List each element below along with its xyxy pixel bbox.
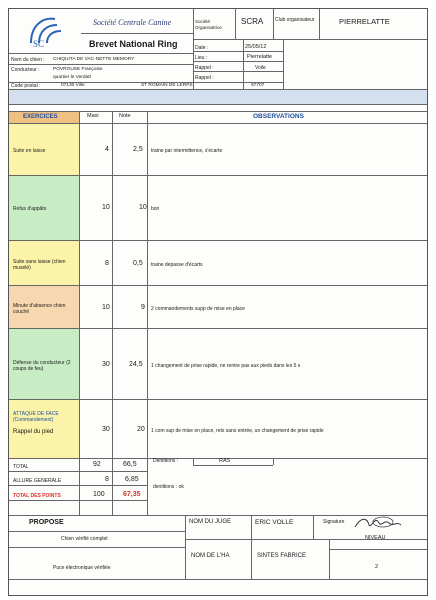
conducteur-value: POVROUSE Françoise bbox=[53, 67, 103, 72]
points-label: TOTAL DES POINTS bbox=[13, 493, 61, 499]
lieu-label: Lieu : bbox=[195, 55, 208, 61]
dentitions-value: RAS bbox=[219, 458, 231, 464]
observation-4: 2 commandements supp de mise en place bbox=[151, 306, 245, 312]
club-label: Club organisateur bbox=[275, 17, 315, 23]
dentitions-label: Dentitions : bbox=[153, 458, 179, 464]
total-label: TOTAL bbox=[13, 464, 29, 470]
societe-value: SCRA bbox=[241, 17, 264, 26]
note-1: 2,5 bbox=[133, 146, 143, 153]
chien-label: Nom du chien : bbox=[11, 57, 45, 63]
dentitions2-value: dentitions : ok bbox=[153, 484, 184, 490]
exercice-4: Minute d'absence chien couché bbox=[13, 303, 66, 315]
maxi-5: 30 bbox=[102, 361, 110, 368]
exercice-2: Refus d'appâts bbox=[13, 206, 47, 212]
date-label: Date : bbox=[195, 45, 209, 51]
form-title: Brevet National Ring bbox=[89, 39, 178, 49]
ville-value: ST ROMAIN DE LERPS bbox=[141, 83, 193, 88]
exercice-1: Suite en laisse bbox=[13, 148, 46, 154]
juge-label: NOM DU JUGE bbox=[189, 519, 231, 525]
col-maxi: Maxi bbox=[87, 113, 99, 119]
exercice-6-sub: Rappel du pied bbox=[13, 429, 54, 435]
allure-maxi: 8 bbox=[105, 476, 109, 483]
note-4: 9 bbox=[141, 304, 145, 311]
homme-attaque-label: NOM DE L'HA bbox=[191, 553, 230, 559]
code-postal-value: 07130 Ville bbox=[61, 83, 85, 88]
org-name: Société Centrale Canine bbox=[93, 18, 172, 27]
points-maxi: 100 bbox=[93, 491, 105, 498]
exercice-3: Suite sans laisse (chien muselé) bbox=[13, 259, 66, 271]
code-postal-label: Code postal : bbox=[11, 83, 41, 89]
rappel1-value: Voile bbox=[255, 65, 266, 71]
puce-verifiee: Puce électronique vérifiée bbox=[53, 565, 111, 571]
tel-value: 97707 bbox=[251, 83, 265, 88]
exercice-6: ATTAQUE DE FACE (Commandement) bbox=[13, 411, 59, 423]
propose-label: PROPOSE bbox=[29, 519, 64, 526]
club-value: PIERRELATTE bbox=[339, 17, 390, 26]
niveau-label: NIVEAU bbox=[365, 535, 386, 541]
col-note: Note bbox=[119, 113, 131, 119]
maxi-1: 4 bbox=[105, 146, 109, 153]
blue-band bbox=[9, 90, 427, 104]
maxi-6: 30 bbox=[102, 426, 110, 433]
logo-text: SC bbox=[33, 39, 45, 49]
adresse-value: quartier le Verdatt bbox=[53, 75, 91, 80]
homme-attaque-value: SINTES FABRICE bbox=[257, 553, 307, 559]
note-5: 24,5 bbox=[129, 361, 143, 368]
observation-5: 1 changement de prise rapide, ne rentre pas aux pieds dans les 5 s bbox=[151, 363, 301, 369]
maxi-2: 10 bbox=[102, 204, 110, 211]
exercice-5: Défense du conducteur (2 coups de feu) bbox=[13, 360, 71, 372]
col-observations: OBSERVATIONS bbox=[253, 113, 304, 120]
maxi-3: 8 bbox=[105, 260, 109, 267]
allure-label: ALLURE GENERALE bbox=[13, 478, 62, 484]
rappel1-label: Rappel : bbox=[195, 65, 214, 71]
societe-label: Société Organisatrice bbox=[195, 19, 222, 30]
conducteur-label: Conducteur : bbox=[11, 67, 40, 73]
observation-2: bon bbox=[151, 206, 160, 212]
points-note: 67,35 bbox=[123, 491, 141, 498]
total-maxi: 92 bbox=[93, 461, 101, 468]
signature bbox=[353, 513, 403, 531]
signature-label: Signature bbox=[323, 519, 345, 525]
observation-3: traine depasse d'écarts bbox=[151, 262, 203, 268]
observation-1: traine par intermittence, s'écarte bbox=[151, 148, 223, 154]
chien-value: CHIQUITA DE VAC-NETTE MEMORY bbox=[53, 57, 135, 62]
col-exercices: EXERCICES bbox=[23, 114, 58, 120]
lieu-value: Pierrelatte bbox=[247, 54, 273, 60]
logo bbox=[27, 13, 71, 49]
chien-verifie: Chien vérifié complet bbox=[61, 536, 108, 542]
note-3: 0,5 bbox=[133, 260, 143, 267]
niveau-value: 2 bbox=[375, 564, 379, 570]
note-2: 10 bbox=[139, 204, 147, 211]
note-6: 20 bbox=[137, 426, 145, 433]
maxi-4: 10 bbox=[102, 304, 110, 311]
date-value: 25/05/12 bbox=[245, 44, 267, 50]
juge-value: ERIC VOLLE bbox=[255, 519, 294, 526]
total-note: 66,5 bbox=[123, 461, 137, 468]
rappel2-label: Rappel : bbox=[195, 75, 214, 81]
observation-6: 1 com sup de mise en place, rets sans entrée, un changement de prise rapide bbox=[151, 428, 324, 434]
form-page bbox=[8, 8, 428, 596]
allure-note: 6,85 bbox=[125, 476, 139, 483]
